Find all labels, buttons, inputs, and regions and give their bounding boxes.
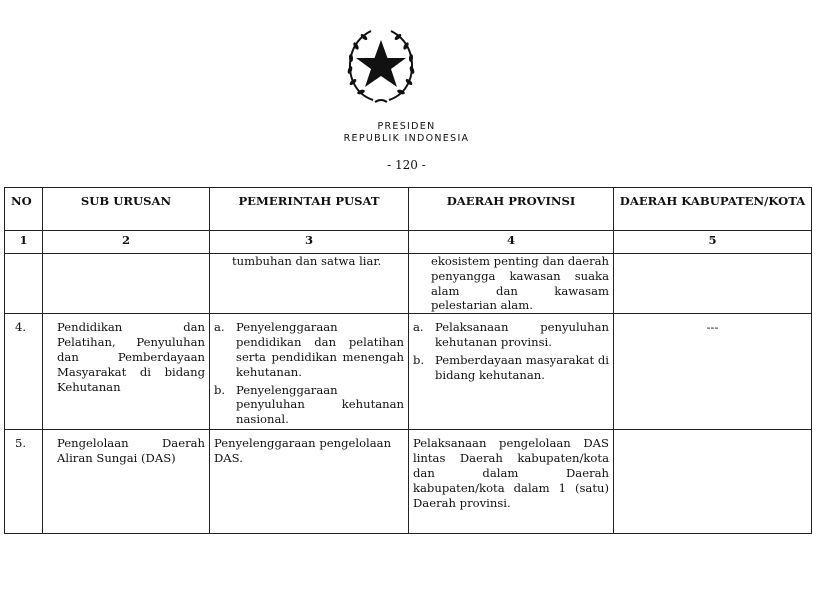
cell-sub-urusan: Pengelolaan Daerah Aliran Sungai (DAS) [43, 430, 210, 534]
org-name-line1: PRESIDEN [377, 121, 436, 132]
list-item [214, 383, 404, 427]
column-number-row [5, 231, 812, 254]
cell-pemerintah-pusat: tumbuhan dan satwa liar. [210, 254, 409, 314]
cell-daerah-provinsi: Pelaksanaan pengelolaan DAS lintas Daerah kabupaten/kota dan dalam Daerah kabupaten/kota dalam 1 (satu) Daerah provinsi. [409, 430, 614, 534]
list-item-text: Pemberdayaan masyarakat di bidang kehutanan. [435, 352, 610, 382]
list-item-text: Pelaksanaan penyuluhan kehutanan provinsi. [435, 320, 609, 350]
column-number: 2 [43, 231, 210, 254]
cell-daerah-kabupaten-kota: --- [614, 314, 812, 430]
table-row [5, 430, 812, 534]
list-pemerintah-pusat [214, 320, 404, 427]
list-item [413, 320, 609, 350]
list-marker: b. [413, 352, 425, 367]
list-item-text: Penyelenggaraan pendidikan dan pelatihan serta pendidikan menengah kehutanan. [236, 320, 404, 379]
cell-sub-urusan: Pendidikan dan Pelatihan, Penyuluhan dan Pemberdayaan Masyarakat di bidang Kehutanan [43, 314, 210, 430]
col-header-pemerintah-pusat: PEMERINTAH PUSAT [210, 188, 409, 231]
cell-daerah-kabupaten-kota [614, 254, 812, 314]
list-item [413, 353, 609, 383]
letterhead [0, 0, 813, 180]
page-number: - 120 - [387, 158, 426, 172]
col-header-sub-urusan: SUB URUSAN [43, 188, 210, 231]
cell-pemerintah-pusat [210, 314, 409, 430]
cell-sub-urusan [43, 254, 210, 314]
table-header-row [5, 188, 812, 231]
cell-daerah-provinsi [409, 314, 614, 430]
cell-daerah-kabupaten-kota [614, 430, 812, 534]
cell-no [5, 254, 43, 314]
list-item [214, 320, 404, 379]
list-marker: a. [214, 320, 225, 335]
cell-pemerintah-pusat: Penyelenggaraan pengelolaan DAS. [210, 430, 409, 534]
column-number: 5 [614, 231, 812, 254]
table-row [5, 254, 812, 314]
list-item-text: Penyelenggaraan penyuluhan kehutanan nasional. [236, 382, 404, 427]
list-daerah-provinsi [413, 320, 609, 382]
col-header-daerah-provinsi: DAERAH PROVINSI [409, 188, 614, 231]
table-row [5, 314, 812, 430]
column-number: 4 [409, 231, 614, 254]
list-marker: a. [413, 320, 424, 335]
cell-daerah-provinsi: ekosistem penting dan daerah penyangga kawasan suaka alam dan kawasam pelestarian alam. [409, 254, 614, 314]
cell-no: 4. [5, 314, 43, 430]
garuda-star-emblem-icon [341, 26, 421, 106]
col-header-daerah-kabupaten-kota: DAERAH KABUPATEN/KOTA [614, 188, 812, 231]
cell-no: 5. [5, 430, 43, 534]
col-header-no: NO [5, 188, 43, 231]
regulation-table [4, 187, 812, 534]
list-marker: b. [214, 382, 226, 397]
org-name-line2: REPUBLIK INDONESIA [343, 133, 470, 144]
column-number: 3 [210, 231, 409, 254]
column-number: 1 [5, 231, 43, 254]
